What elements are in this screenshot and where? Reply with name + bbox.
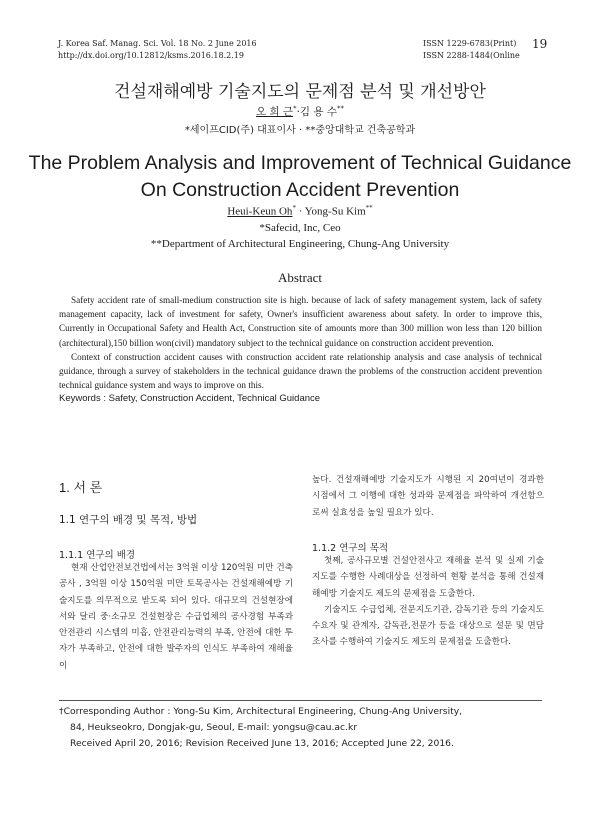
english-author-2-mark: ** (365, 204, 373, 212)
english-author-1: Heui-Keun Oh (227, 205, 293, 218)
english-author-1-mark: * (292, 204, 296, 212)
subsubsection-heading-1-1-2: 1.1.2 연구의 목적 (312, 543, 389, 554)
subsection-heading-1-1: 1.1 연구의 배경 및 목적, 방법 (59, 514, 198, 526)
keywords-line (59, 392, 542, 406)
korean-author-2: 김 용 수 (299, 106, 338, 118)
korean-affiliation: *세이프CID(주) 대표이사 · **중앙대학교 건축공학과 (184, 125, 416, 136)
abstract-paragraph-2: Context of construction accident causes with construction accident rate relationship analysis and case analysis of technical guidance, through a survey of stakeholders in the technical guidance drawn the problems of the construction accident prevention technical guidance system and ways to improve on this. (59, 351, 542, 391)
abstract-paragraph-1: Safety accident rate of small-medium construction site is high. because of lack of safety management system, lack of safety management capacity, lack of investment for safety, Owner's insufficient awareness about safety. In order to improve this, Currently in Occupational Safety and Health Act, Construction site of amounts more than 300 million won less than 120 billion (architectural),150 billion won(civil) mandatory subject to the technical guidance on construction accident prevention. (59, 295, 542, 348)
right-paragraph-2: 기술지도 수급업체, 전문지도기관, 감독기관 등의 기술지도 수요자 및 관계자, 감독관,전문가 등을 대상으로 설문 및 면담조사를 수행하여 기술지도 제도의 문제점을 도출한다. (312, 604, 544, 648)
keywords-label: Keywords : (59, 393, 109, 405)
section-heading-introduction: 1. 서 론 (59, 480, 103, 495)
footnote-corresponding-author: †Corresponding Author : Yong-Su Kim, Architectural Engineering, Chung-Ang University, (59, 706, 463, 717)
korean-authors (0, 104, 600, 119)
korean-author-2-mark: ** (337, 104, 345, 113)
left-paragraph-1: 현재 산업안전보건법에서는 3억원 이상 120억원 미만 건축공사 , 3억원 이상 150억원 미만 토목공사는 건설재해예방 기술지도를 의무적으로 받도록 되어 있다. 대규모의 건설현장에서와 달리 중·소규모 건설현장은 수급업체의 공사경험 부족과 안전관리 시스템의 미흡, 안전관리능력의 부족, 안전에 대한 투자가 부족하고, 안전에 대한 발주자의 인식도 부족하여 재해율이 (59, 563, 293, 671)
keywords-list: Safety, Construction Accident, Technical Guidance (108, 393, 321, 405)
abstract-body (59, 293, 542, 407)
korean-title: 건설재해예방 기술지도의 문제점 분석 및 개선방안 (114, 82, 486, 102)
footnote (59, 704, 549, 752)
issn-print: ISSN 1229-6783(Print) (423, 39, 517, 48)
english-affiliation-1: *Safecid, Inc, Ceo (259, 222, 341, 234)
left-column-text (59, 560, 293, 674)
english-authors (0, 204, 600, 218)
subsubsection-heading-1-1-1: 1.1.1 연구의 배경 (59, 550, 136, 561)
english-title-line-1: The Problem Analysis and Improvement of Technical Guidance (28, 152, 572, 174)
english-title (0, 150, 600, 204)
issn-online: ISSN 2288-1484(Online (423, 51, 520, 60)
right-column-text (312, 553, 544, 651)
abstract-heading: Abstract (277, 270, 323, 285)
english-author-2: Yong-Su Kim (304, 205, 366, 218)
korean-author-1-mark: * (293, 104, 297, 113)
journal-citation: J. Korea Saf. Manag. Sci. Vol. 18 No. 2 June 2016 (58, 39, 257, 48)
korean-author-1: 오 희 근 (255, 106, 294, 118)
english-title-line-2: On Construction Accident Prevention (140, 179, 460, 201)
footnote-address: 84, Heukseokro, Dongjak-gu, Seoul, E-mail: yongsu@cau.ac.kr (70, 722, 358, 733)
footnote-dates: Received April 20, 2016; Revision Received June 13, 2016; Accepted June 22, 2016. (70, 738, 454, 749)
english-affiliation-2: **Department of Architectural Engineering, Chung-Ang University (150, 238, 450, 250)
right-paragraph-1: 첫째, 공사규모별 건설안전사고 재해율 분석 및 실제 기술지도를 수행한 사례대상을 선정하여 현황 분석을 통해 건설재해예방 기술지도 제도의 문제점을 도출한다. (312, 556, 544, 599)
right-column-continuation (312, 472, 544, 521)
page-number: 19 (532, 37, 548, 51)
korean-author-separator: · (296, 106, 300, 118)
right-paragraph-continued: 높다. 건설재해예방 기술지도가 시행된 지 20여년이 경과한 시점에서 그 이행에 대한 성과와 문제점을 파악하여 개선함으로써 실효성을 높일 필요가 있다. (312, 475, 544, 518)
doi-link[interactable]: http://dx.doi.org/10.12812/ksms.2016.18.2.19 (58, 51, 244, 60)
footnote-divider (59, 700, 542, 701)
english-author-separator: · (295, 205, 305, 218)
